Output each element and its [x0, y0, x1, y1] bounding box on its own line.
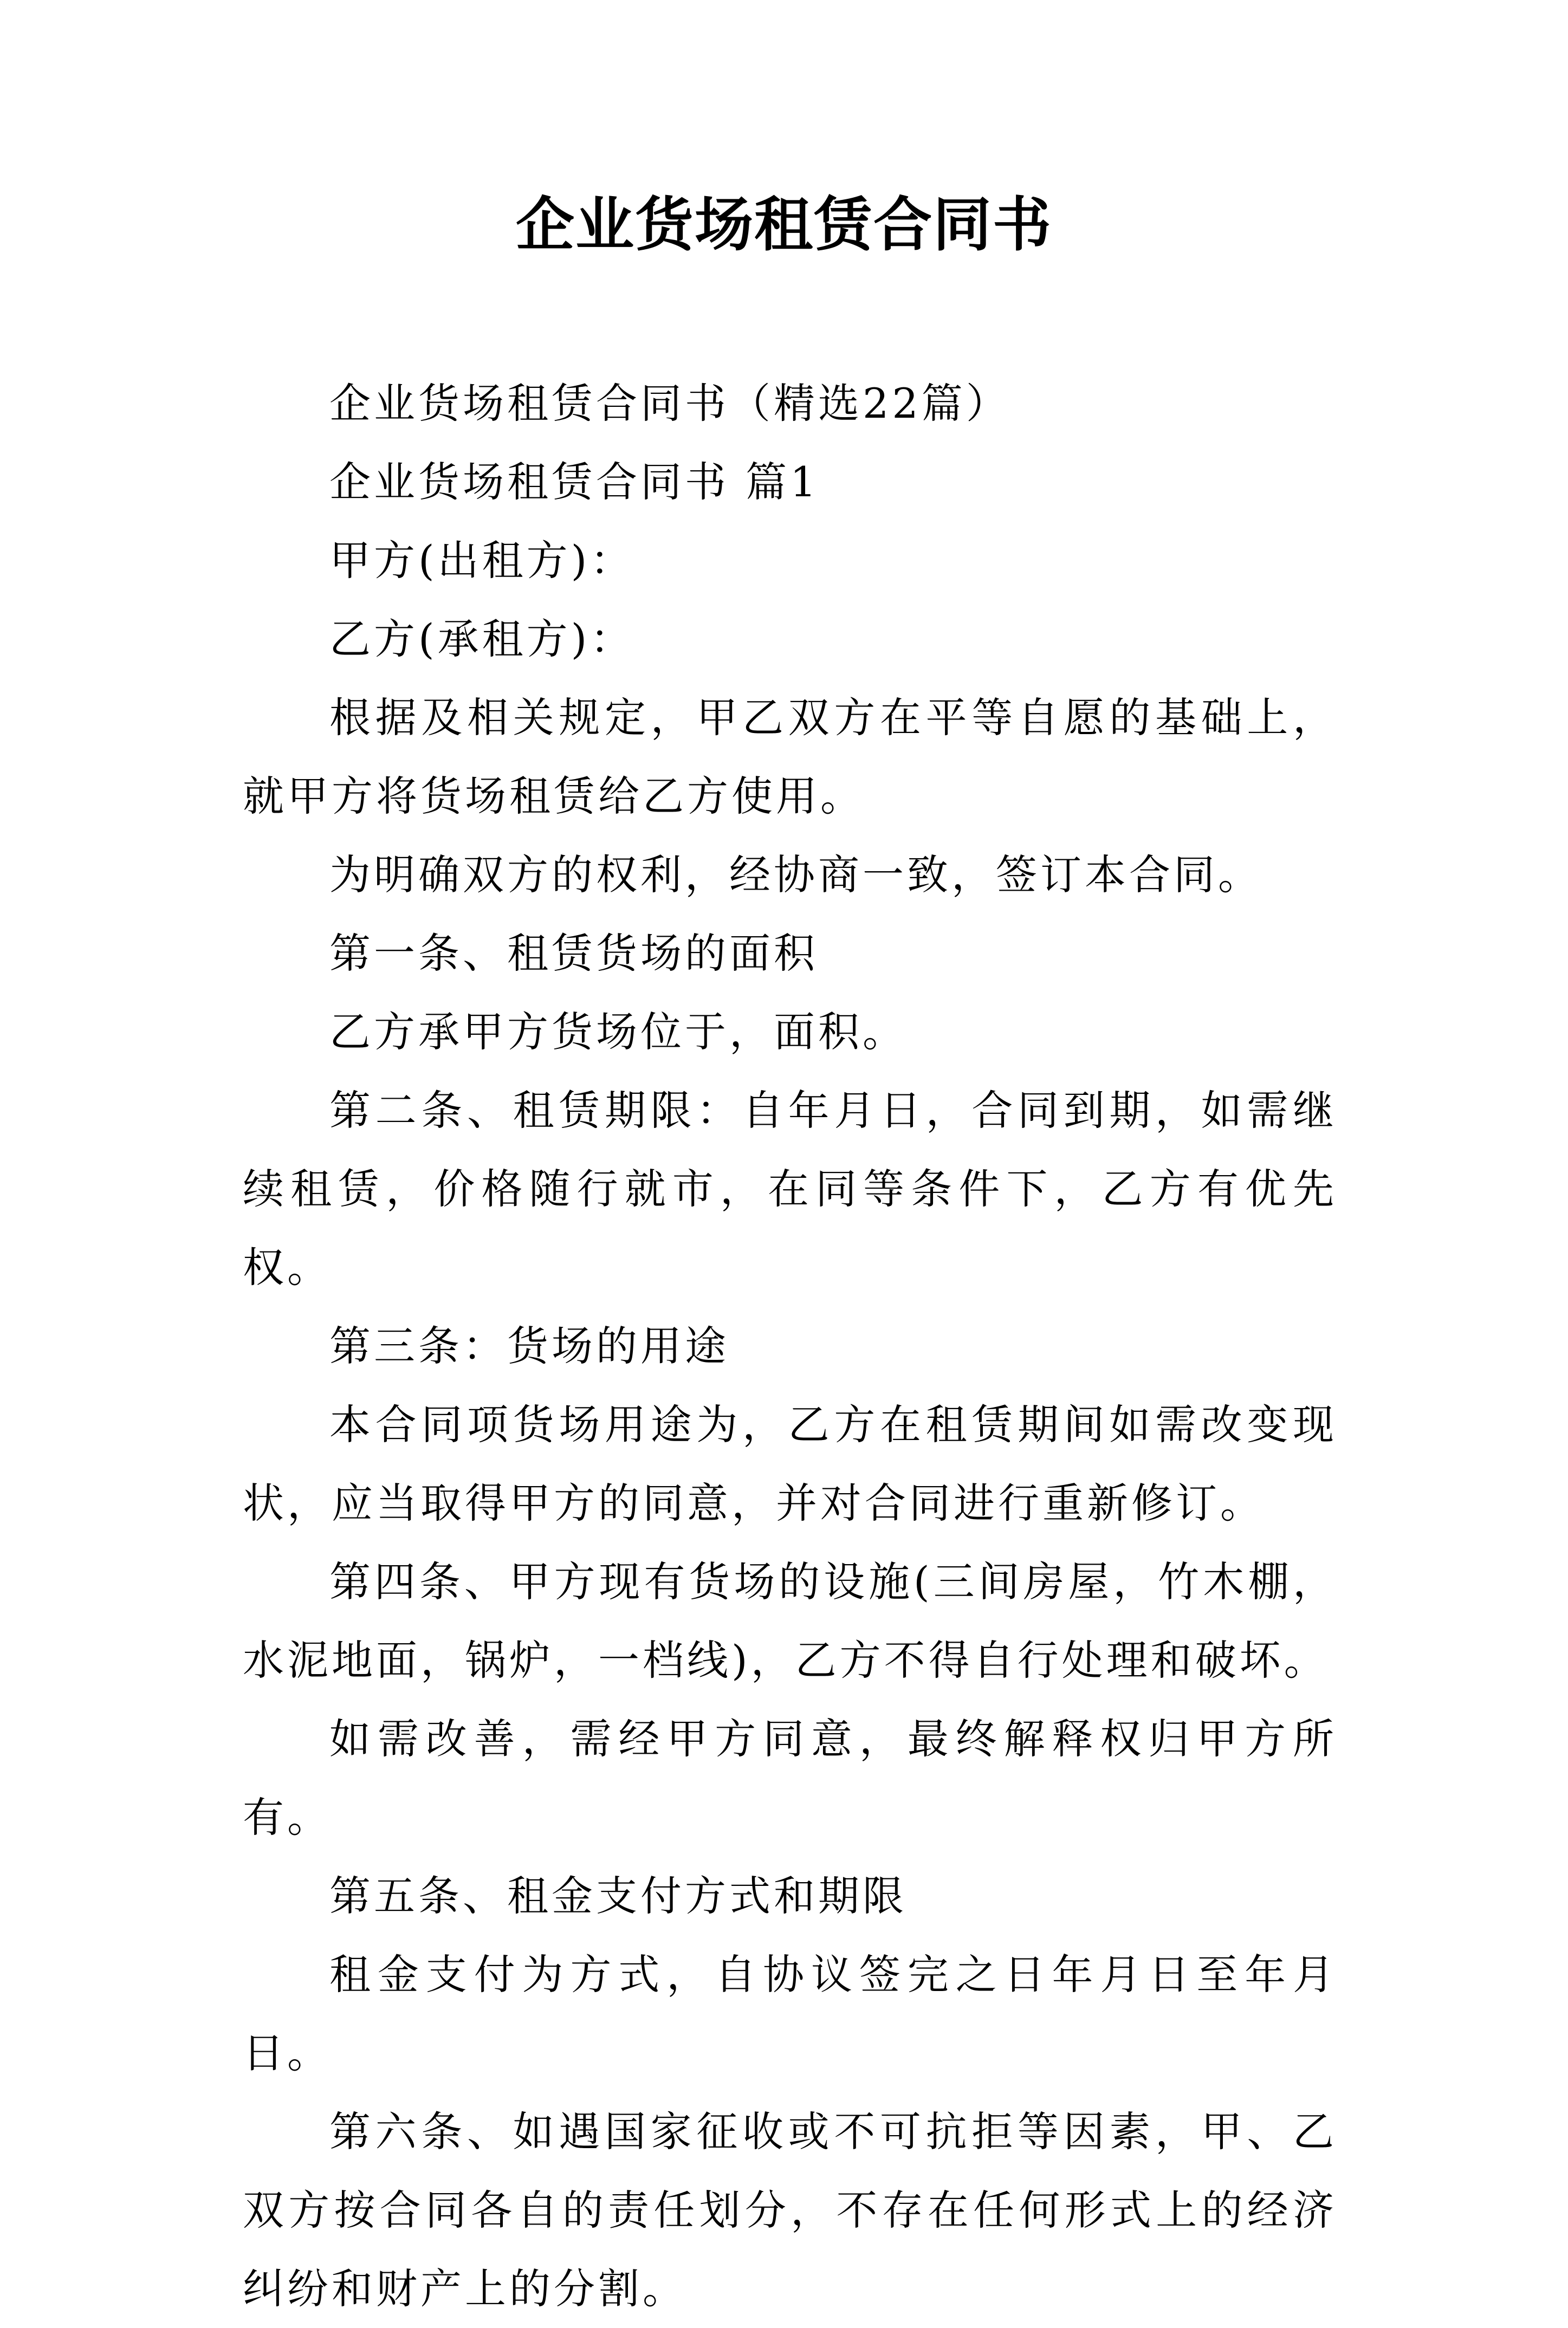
paragraph-article-1-body: 乙方承甲方货场位于，面积。	[329, 1008, 907, 1056]
document-body	[243, 364, 1337, 2328]
paragraph-purpose: 为明确双方的权利，经协商一致，签订本合同。	[329, 851, 1262, 899]
paragraph-article-4-note: 如需改善，需经甲方同意，最终解释权归甲方所有。	[243, 1715, 1337, 1841]
paragraph-article-3-body: 本合同项货场用途为，乙方在租赁期间如需改变现状，应当取得甲方的同意，并对合同进行重新修订。	[243, 1400, 1337, 1527]
document-title: 企业货场租赁合同书	[515, 191, 1052, 259]
paragraph-article-2: 第二条、租赁期限：自年月日，合同到期，如需继续租赁，价格随行就市，在同等条件下，乙方有优先权。	[243, 1086, 1337, 1292]
paragraph-article-6: 第六条、如遇国家征收或不可抗拒等因素，甲、乙双方按合同各自的责任划分，不存在任何形式上的经济纠纷和财产上的分割。	[243, 2107, 1337, 2313]
paragraph-subtitle: 企业货场租赁合同书（精选22篇）	[329, 379, 1010, 427]
paragraph-article-5-heading: 第五条、租金支付方式和期限	[329, 1872, 907, 1920]
paragraph-party-a: 甲方(出租方)：	[329, 536, 635, 585]
paragraph-article-5-body: 租金支付为方式，自协议签完之日年月日至年月日。	[243, 1950, 1337, 2077]
paragraph-article-1-heading: 第一条、租赁货场的面积	[329, 929, 818, 977]
paragraph-basis: 根据及相关规定，甲乙双方在平等自愿的基础上，就甲方将货场租赁给乙方使用。	[243, 693, 1337, 820]
paragraph-section-heading: 企业货场租赁合同书 篇1	[329, 458, 820, 506]
paragraph-article-3-heading: 第三条：货场的用途	[329, 1322, 729, 1370]
paragraph-party-b: 乙方(承租方)：	[329, 615, 635, 663]
paragraph-article-4: 第四条、甲方现有货场的设施(三间房屋，竹木棚，水泥地面，锅炉，一档线)，乙方不得自行处理和破坏。	[243, 1558, 1337, 1684]
